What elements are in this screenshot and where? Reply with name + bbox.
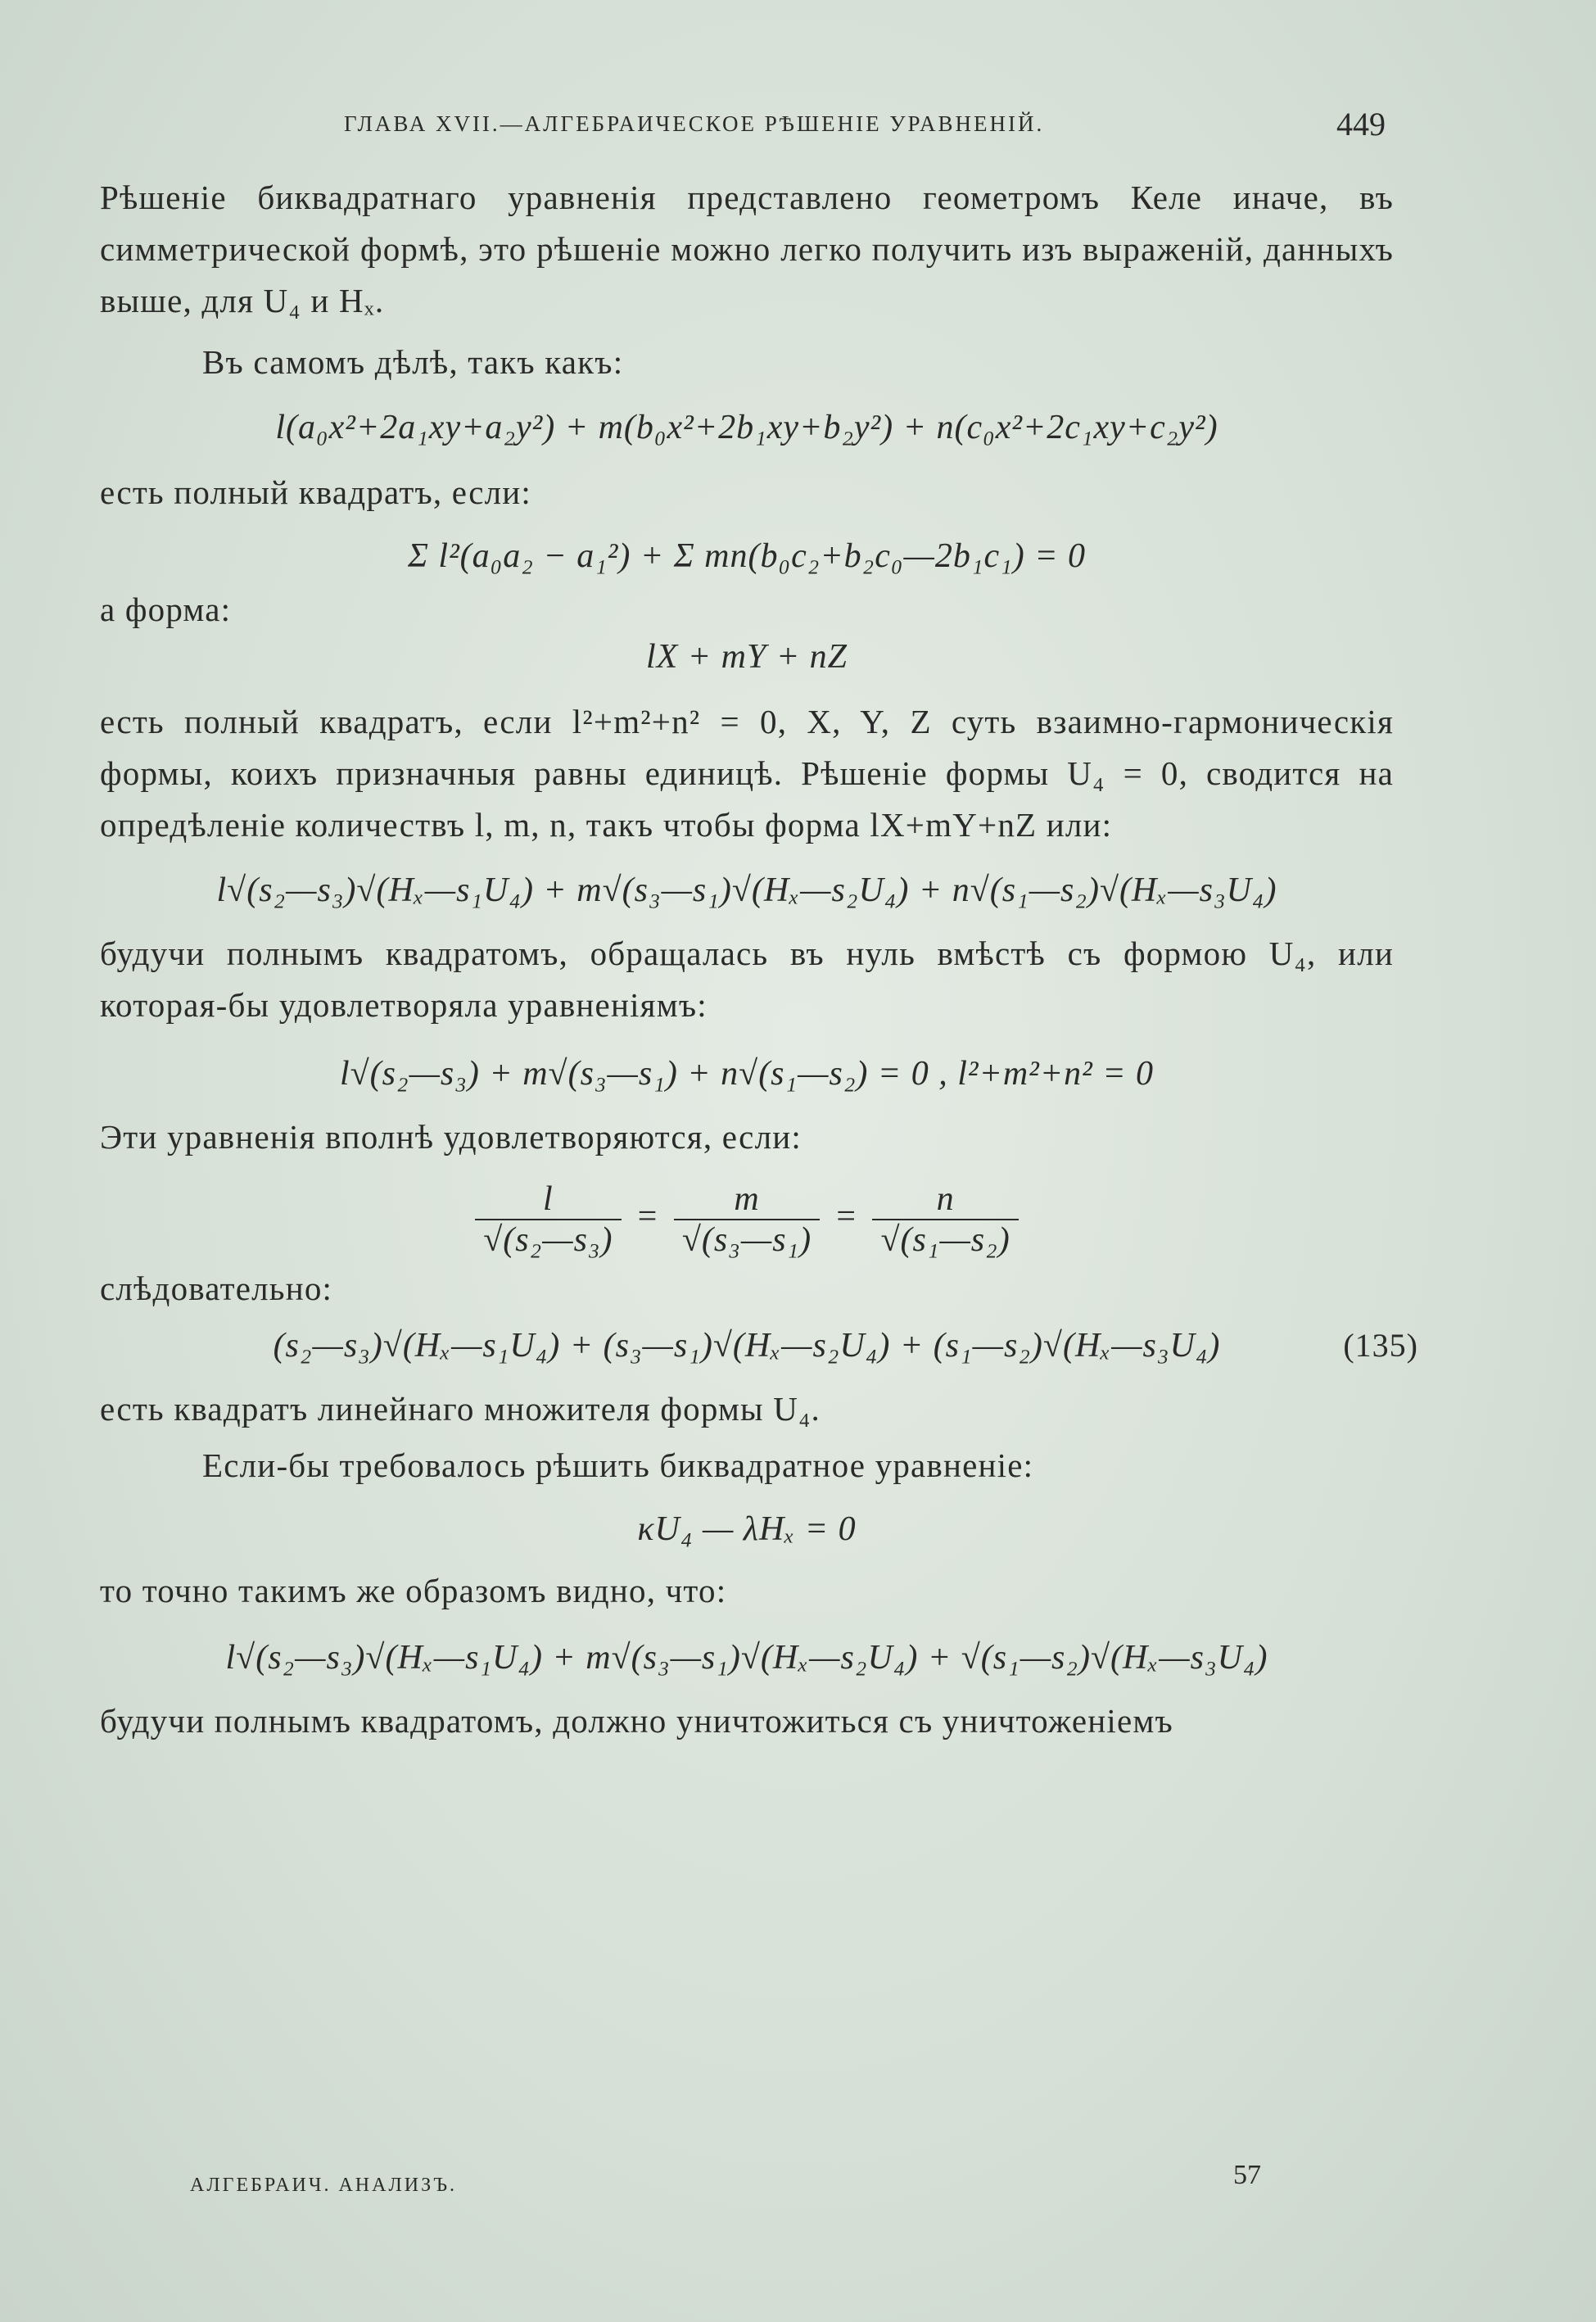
equation-135-row <box>100 1326 1418 1365</box>
fraction-denominator: √(s₁—s₂) <box>872 1219 1018 1260</box>
paragraph-10: Если-бы требовалось рѣшить биквадратное уравненіе: <box>202 1446 1034 1484</box>
paragraph-3: есть полный квадратъ, если: <box>100 473 531 511</box>
equation-radical-form: l√(s₂—s₃)√(Hₓ—s₁U₄) + m√(s₃—s₁)√(Hₓ—s₂U₄) + n√(s₁—s₂)√(Hₓ—s₃U₄) <box>216 871 1277 909</box>
equation-quadratic-combination: l(a₀x²+2a₁xy+a₂y²) + m(b₀x²+2b₁xy+b₂y²) + n(c₀x²+2c₁xy+c₂y²) <box>275 409 1218 446</box>
paragraph-11: то точно такимъ же образомъ видно, что: <box>100 1572 727 1609</box>
signature-mark: АЛГЕБРАИЧ. АНАЛИЗЪ. <box>190 2175 458 2196</box>
equation-ratios <box>100 1179 1394 1260</box>
fraction-numerator: m <box>734 1180 760 1218</box>
equation-condition: Σ l²(a₀a₂ − a₁²) + Σ mn(b₀c₂+b₂c₀—2b₁c₁) = 0 <box>407 537 1087 575</box>
fraction-m <box>674 1179 820 1260</box>
paragraph-12: будучи полнымъ квадратомъ, должно уничтожиться съ уничтоженіемъ <box>100 1702 1173 1740</box>
equation-radical-form-2: l√(s₂—s₃)√(Hₓ—s₁U₄) + m√(s₃—s₁)√(Hₓ—s₂U₄) + √(s₁—s₂)√(Hₓ—s₃U₄) <box>225 1639 1268 1677</box>
page-body <box>100 172 1418 1747</box>
paragraph-6: будучи полнымъ квадратомъ, обращалась въ нуль вмѣстѣ съ формою U₄, или которая-бы удовлетворяла уравненіямъ: <box>100 935 1394 1024</box>
page-footer <box>0 2150 1596 2199</box>
fraction-n <box>872 1179 1018 1260</box>
paragraph-9: есть квадратъ линейнаго множителя формы U₄. <box>100 1390 821 1428</box>
equals-sign: = <box>834 1197 858 1236</box>
equation-form: lX + mY + nZ <box>645 638 848 676</box>
sheet-number: 57 <box>1233 2160 1261 2190</box>
equals-sign: = <box>635 1197 660 1236</box>
paragraph-5: есть полный квадратъ, если l²+m²+n² = 0, X, Y, Z суть взаимно-гармоническія формы, коихъ призначныя равны единицѣ. Рѣшеніе формы U₄ = 0, сводится на опредѣленіе количествъ l, m, n, такъ чтобы форма lX+mY+nZ или: <box>100 703 1394 844</box>
paragraph-8: слѣдовательно: <box>100 1270 333 1307</box>
fraction-denominator: √(s₃—s₁) <box>674 1219 820 1260</box>
paragraph-1: Рѣшеніе биквадратнаго уравненія представлено геометромъ Келе иначе, въ симметрической формѣ, это рѣшеніе можно легко получить изъ выраженій, данныхъ выше, для U₄ и Hₓ. <box>100 179 1394 319</box>
equation-135: (s₂—s₃)√(Hₓ—s₁U₄) + (s₃—s₁)√(Hₓ—s₂U₄) + (s₁—s₂)√(Hₓ—s₃U₄) <box>273 1327 1221 1365</box>
fraction-l <box>475 1179 621 1260</box>
paragraph-7: Эти уравненія вполнѣ удовлетворяются, если: <box>100 1118 802 1156</box>
equation-system: l√(s₂—s₃) + m√(s₃—s₁) + n√(s₁—s₂) = 0 , l²+m²+n² = 0 <box>339 1055 1155 1093</box>
equation-biquadratic: κU₄ — λHₓ = 0 <box>637 1510 857 1548</box>
fraction-denominator: √(s₂—s₃) <box>475 1219 621 1260</box>
fraction-numerator: n <box>936 1180 955 1218</box>
paragraph-4: а форма: <box>100 591 232 628</box>
page-header <box>0 105 1596 154</box>
page-number: 449 <box>1336 106 1386 143</box>
running-head: ГЛАВА XVII.—АЛГЕБРАИЧЕСКОЕ РѢШЕНІЕ УРАВНЕНІЙ. <box>344 111 1045 136</box>
paragraph-2: Въ самомъ дѣлѣ, такъ какъ: <box>202 343 624 381</box>
equation-number: (135) <box>1343 1327 1418 1364</box>
fraction-numerator: l <box>543 1180 554 1218</box>
